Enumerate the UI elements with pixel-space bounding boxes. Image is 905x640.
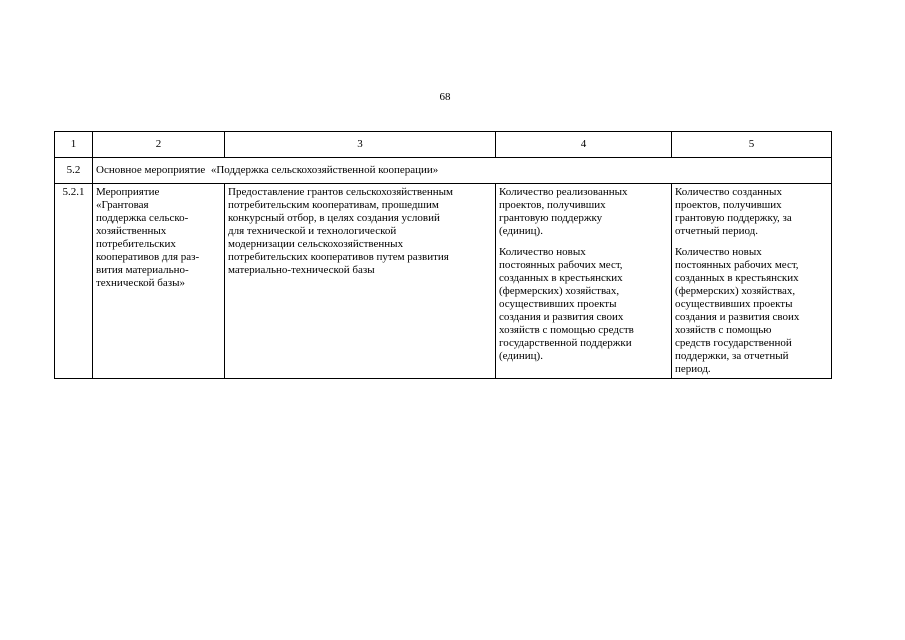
program-table (54, 131, 832, 379)
result-paragraph-2 (675, 246, 828, 376)
text-line: постоянных рабочих мест, (675, 259, 799, 271)
activity-name (96, 186, 221, 290)
indicator-paragraph-1 (499, 186, 668, 238)
text-line: кооперативов для раз- (96, 251, 200, 263)
text-line: государственной поддержки (499, 337, 632, 349)
text-line: поддержки, за отчетный (675, 350, 789, 362)
activity-description-cell (225, 184, 496, 379)
text-line: проектов, получивших (675, 199, 782, 211)
text-line: Количество созданных (675, 186, 782, 198)
text-line: осуществивших проекты (499, 298, 617, 310)
text-line: технической базы» (96, 277, 186, 289)
text-line: (единиц). (499, 350, 543, 362)
header-cell-2: 2 (93, 132, 225, 158)
text-line: созданных в крестьянских (499, 272, 623, 284)
text-line: период. (675, 363, 711, 375)
text-line: для технической и технологической (228, 225, 397, 237)
text-line: модернизации сельскохозяйственных (228, 238, 404, 250)
text-line: конкурсный отбор, в целях создания условий (228, 212, 440, 224)
text-line: постоянных рабочих мест, (499, 259, 623, 271)
text-line: потребительских кооперативов путем развития (228, 251, 449, 263)
text-line: отчетный период. (675, 225, 758, 237)
text-line: создания и развития своих (499, 311, 624, 323)
activity-name-cell (93, 184, 225, 379)
text-line: Количество новых (499, 246, 586, 258)
text-line: «Грантовая (96, 199, 149, 211)
activity-description (228, 186, 492, 277)
indicator-paragraph-2 (499, 246, 668, 363)
text-line: (фермерских) хозяйствах, (675, 285, 796, 297)
text-line: созданных в крестьянских (675, 272, 799, 284)
text-line: осуществивших проекты (675, 298, 793, 310)
text-line: вития материально- (96, 264, 189, 276)
text-line: поддержка сельско- (96, 212, 189, 224)
table-row (55, 184, 832, 379)
text-line: материально-технической базы (228, 264, 375, 276)
table-header-row (55, 132, 832, 158)
text-line: Количество реализованных (499, 186, 628, 198)
section-number: 5.2 (55, 158, 93, 184)
text-line: грантовую поддержку, за (675, 212, 792, 224)
text-line: Мероприятие (96, 186, 160, 198)
header-cell-5: 5 (672, 132, 832, 158)
row-number: 5.2.1 (55, 184, 93, 379)
text-line: Количество новых (675, 246, 762, 258)
indicator-cell (496, 184, 672, 379)
text-line: создания и развития своих (675, 311, 800, 323)
text-line: хозяйств с помощью (675, 324, 772, 336)
header-cell-3: 3 (225, 132, 496, 158)
text-line: потребительских (96, 238, 176, 250)
header-cell-4: 4 (496, 132, 672, 158)
text-line: хозяйственных (96, 225, 167, 237)
text-line: грантовую поддержку (499, 212, 603, 224)
result-cell (672, 184, 832, 379)
text-line: (фермерских) хозяйствах, (499, 285, 620, 297)
result-paragraph-1 (675, 186, 828, 238)
page-number: 68 (439, 91, 451, 103)
header-cell-1: 1 (55, 132, 93, 158)
text-line: проектов, получивших (499, 199, 606, 211)
section-row (55, 158, 832, 184)
text-line: потребительским кооперативам, прошедшим (228, 199, 439, 211)
text-line: средств государственной (675, 337, 792, 349)
text-line: Предоставление грантов сельскохозяйственным (228, 186, 453, 198)
text-line: (единиц). (499, 225, 543, 237)
text-line: хозяйств с помощью средств (499, 324, 634, 336)
section-title: Основное мероприятие «Поддержка сельскохозяйственной кооперации» (93, 158, 832, 184)
